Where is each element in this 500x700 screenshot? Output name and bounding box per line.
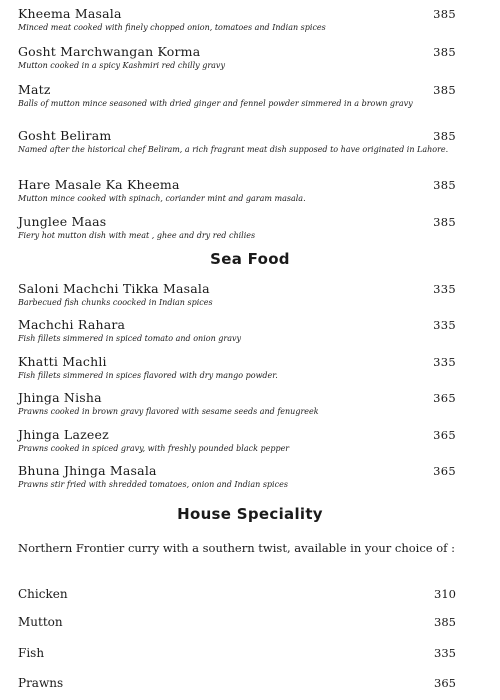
item-description: Fiery hot mutton dish with meat , ghee and dry red chilies <box>18 231 256 240</box>
item-name: Matz <box>18 82 51 97</box>
item-price: 385 <box>433 129 456 143</box>
section-title-house-speciality: House Speciality <box>177 505 323 523</box>
item-name: Machchi Rahara <box>18 317 126 332</box>
menu-item <box>18 177 456 204</box>
item-description: Mutton cooked in a spicy Kashmiri red chilly gravy <box>18 61 225 70</box>
item-name: Saloni Machchi Tikka Masala <box>18 281 210 296</box>
menu-item <box>18 6 456 33</box>
menu-item <box>18 390 456 417</box>
item-price: 365 <box>433 428 456 442</box>
section-title-seafood: Sea Food <box>210 250 290 268</box>
menu-item <box>18 354 456 381</box>
menu-item <box>18 281 456 308</box>
item-price: 385 <box>434 615 456 629</box>
menu-item <box>18 463 456 490</box>
item-name: Jhinga Lazeez <box>18 427 109 442</box>
menu-item <box>18 646 456 660</box>
menu-item <box>18 44 456 71</box>
item-name: Hare Masale Ka Kheema <box>18 177 180 192</box>
item-price: 365 <box>433 391 456 405</box>
item-description: Prawns stir fried with shredded tomatoes, onion and Indian spices <box>18 480 288 489</box>
item-description: Fish fillets simmered in spiced tomato and onion gravy <box>18 334 242 343</box>
item-price: 365 <box>433 464 456 478</box>
item-price: 385 <box>433 45 456 59</box>
item-name: Prawns <box>18 676 64 690</box>
item-description: Fish fillets simmered in spices flavored with dry mango powder. <box>18 371 278 380</box>
item-description: Balls of mutton mince seasoned with dried ginger and fennel powder simmered in a brown gravy <box>18 99 413 108</box>
item-description: Prawns cooked in spiced gravy, with freshly pounded black pepper <box>18 444 290 453</box>
item-name: Kheema Masala <box>18 6 122 21</box>
menu-item <box>18 427 456 454</box>
menu-item <box>18 214 456 241</box>
item-price: 385 <box>433 83 456 97</box>
item-price: 385 <box>433 215 456 229</box>
menu-item <box>18 615 456 629</box>
house-speciality-intro: Northern Frontier curry with a southern twist, available in your choice of : <box>18 541 455 555</box>
item-price: 335 <box>433 282 456 296</box>
item-price: 335 <box>433 318 456 332</box>
item-name: Mutton <box>18 615 63 629</box>
menu-item <box>18 317 456 344</box>
item-price: 385 <box>433 178 456 192</box>
item-price: 385 <box>433 7 456 21</box>
menu-item <box>18 82 456 109</box>
item-name: Fish <box>18 646 45 660</box>
item-name: Gosht Beliram <box>18 128 112 143</box>
item-description: Prawns cooked in brown gravy flavored with sesame seeds and fenugreek <box>18 407 319 416</box>
item-price: 335 <box>433 355 456 369</box>
item-description: Named after the historical chef Beliram, a rich fragrant meat dish supposed to have originated in Lahore. <box>18 145 449 154</box>
menu-item <box>18 587 456 601</box>
item-price: 335 <box>434 646 456 660</box>
item-name: Jhinga Nisha <box>18 390 102 405</box>
item-description: Mutton mince cooked with spinach, coriander mint and garam masala. <box>18 194 306 203</box>
menu-item <box>18 128 456 155</box>
item-price: 365 <box>434 676 456 690</box>
item-description: Minced meat cooked with finely chopped onion, tomatoes and Indian spices <box>18 23 326 32</box>
menu-item <box>18 676 456 690</box>
item-name: Bhuna Jhinga Masala <box>18 463 157 478</box>
item-name: Gosht Marchwangan Korma <box>18 44 201 59</box>
item-price: 310 <box>434 587 456 601</box>
item-description: Barbecued fish chunks coocked in Indian spices <box>18 298 213 307</box>
item-name: Chicken <box>18 587 68 601</box>
item-name: Khatti Machli <box>18 354 107 369</box>
item-name: Junglee Maas <box>18 214 107 229</box>
